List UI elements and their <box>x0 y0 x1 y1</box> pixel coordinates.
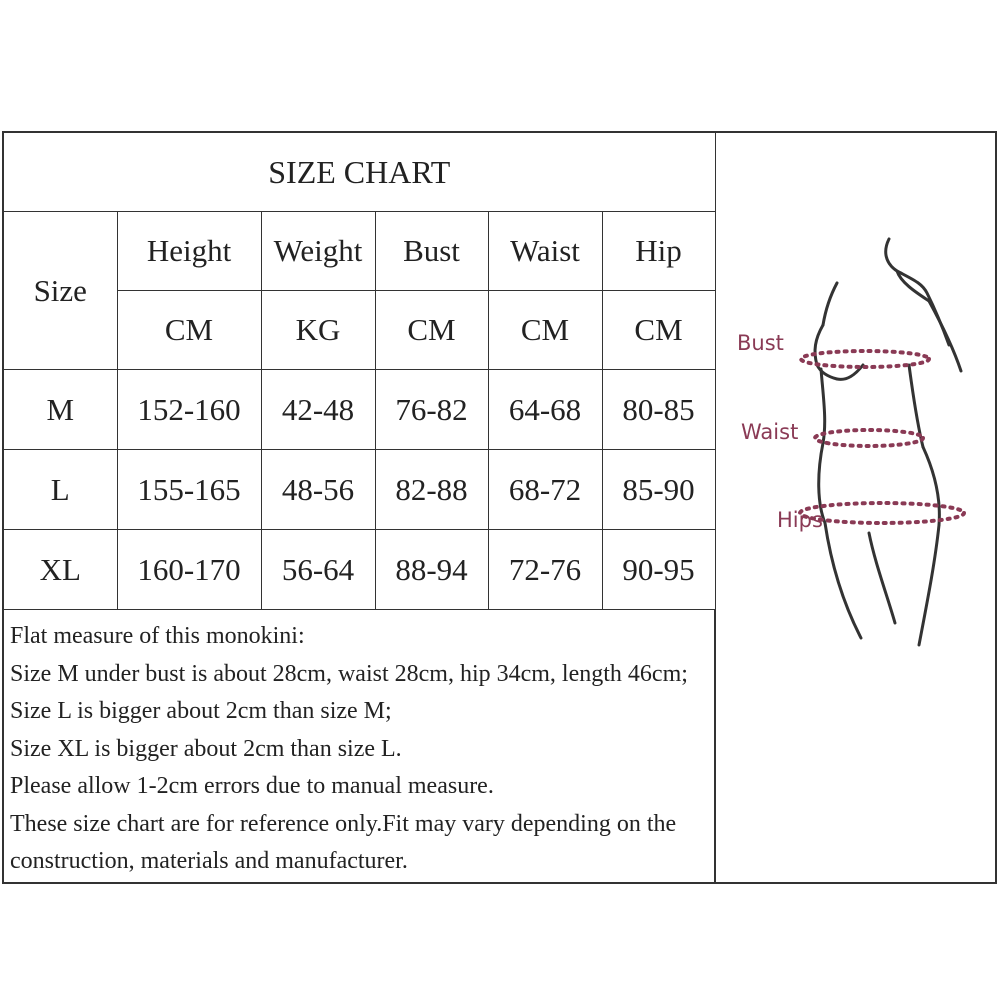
column-unit-hip: CM <box>602 291 715 370</box>
table-row <box>4 370 715 450</box>
table-cell: 160-170 <box>117 530 261 610</box>
note-line: Size M under bust is about 28cm, waist 28cm, hip 34cm, length 46cm; <box>10 660 688 687</box>
column-header-hip: Hip <box>602 212 715 291</box>
table-cell: 82-88 <box>375 450 488 530</box>
table-cell: 48-56 <box>261 450 375 530</box>
table-cell: 80-85 <box>602 370 715 450</box>
note-line: Please allow 1-2cm errors due to manual measure. <box>10 773 494 799</box>
table-cell: 76-82 <box>375 370 488 450</box>
hips-label: Hips <box>777 508 823 532</box>
note-line: These size chart are for reference only.Fit may vary depending on the <box>10 810 677 837</box>
size-table <box>4 133 716 610</box>
table-cell: 64-68 <box>488 370 602 450</box>
column-unit-weight: KG <box>261 291 375 370</box>
chart-title: SIZE CHART <box>4 133 715 212</box>
table-cell: 56-64 <box>261 530 375 610</box>
body-measurement-figure <box>717 133 995 882</box>
note-line: construction, materials and manufacturer. <box>10 848 408 874</box>
column-header-height: Height <box>117 212 261 291</box>
column-divider <box>715 133 716 882</box>
note-line: Size XL is bigger about 2cm than size L. <box>10 735 402 762</box>
table-cell: 42-48 <box>261 370 375 450</box>
size-label: L <box>4 450 117 530</box>
size-label: XL <box>4 530 117 610</box>
table-cell: 85-90 <box>602 450 715 530</box>
table-cell: 90-95 <box>602 530 715 610</box>
table-cell: 152-160 <box>117 370 261 450</box>
column-header-waist: Waist <box>488 212 602 291</box>
table-cell: 68-72 <box>488 450 602 530</box>
table-cell: 72-76 <box>488 530 602 610</box>
column-header-weight: Weight <box>261 212 375 291</box>
size-chart <box>2 131 997 884</box>
bust-label: Bust <box>737 331 784 355</box>
table-cell: 155-165 <box>117 450 261 530</box>
note-line: Flat measure of this monokini: <box>10 623 305 649</box>
note-line: Size L is bigger about 2cm than size M; <box>10 698 392 724</box>
column-unit-height: CM <box>117 291 261 370</box>
body-silhouette-illustration <box>717 133 995 882</box>
column-unit-waist: CM <box>488 291 602 370</box>
size-label: M <box>4 370 117 450</box>
column-unit-bust: CM <box>375 291 488 370</box>
table-row <box>4 450 715 530</box>
waist-label: Waist <box>741 420 799 444</box>
table-cell: 88-94 <box>375 530 488 610</box>
table-row <box>4 530 715 610</box>
size-header: Size <box>4 212 117 370</box>
measurement-notes <box>4 609 715 882</box>
column-header-bust: Bust <box>375 212 488 291</box>
